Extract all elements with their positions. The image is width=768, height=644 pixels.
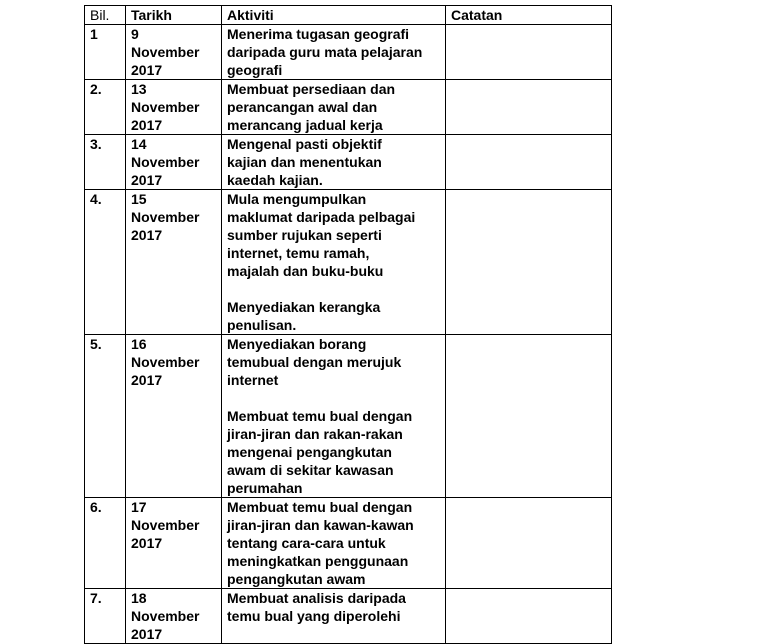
table-row <box>85 190 612 335</box>
header-tarikh: Tarikh <box>126 6 222 25</box>
table-row <box>85 335 612 498</box>
cell-aktiviti: Membuat persediaan dan perancangan awal dan merancang jadual kerja <box>222 80 446 135</box>
table-row <box>85 135 612 190</box>
cell-bil: 7. <box>85 589 126 644</box>
cell-catatan <box>446 135 612 190</box>
cell-tarikh: 9 November 2017 <box>126 25 222 80</box>
cell-tarikh: 18 November 2017 <box>126 589 222 644</box>
cell-tarikh: 13 November 2017 <box>126 80 222 135</box>
cell-tarikh: 16 November 2017 <box>126 335 222 498</box>
cell-catatan <box>446 335 612 498</box>
cell-catatan <box>446 589 612 644</box>
cell-tarikh: 17 November 2017 <box>126 498 222 589</box>
cell-catatan <box>446 498 612 589</box>
cell-aktiviti: Menerima tugasan geografi daripada guru mata pelajaran geografi <box>222 25 446 80</box>
activity-schedule-table <box>84 5 612 644</box>
cell-bil: 5. <box>85 335 126 498</box>
table-row <box>85 80 612 135</box>
cell-bil: 1 <box>85 25 126 80</box>
header-aktiviti: Aktiviti <box>222 6 446 25</box>
cell-catatan <box>446 25 612 80</box>
cell-aktiviti: Membuat temu bual dengan jiran-jiran dan kawan-kawan tentang cara-cara untuk meningkatkan penggunaan pengangkutan awam <box>222 498 446 589</box>
cell-aktiviti: Membuat analisis daripada temu bual yang diperolehi <box>222 589 446 644</box>
cell-bil: 3. <box>85 135 126 190</box>
table-row <box>85 498 612 589</box>
table-row <box>85 25 612 80</box>
header-bil: Bil. <box>85 6 126 25</box>
cell-bil: 4. <box>85 190 126 335</box>
cell-tarikh: 14 November 2017 <box>126 135 222 190</box>
cell-tarikh: 15 November 2017 <box>126 190 222 335</box>
cell-bil: 6. <box>85 498 126 589</box>
header-catatan: Catatan <box>446 6 612 25</box>
cell-bil: 2. <box>85 80 126 135</box>
table-row <box>85 589 612 644</box>
cell-aktiviti: Mula mengumpulkan maklumat daripada pelbagai sumber rujukan seperti internet, temu ramah, majalah dan buku-buku Menyediakan kerangka penulisan. <box>222 190 446 335</box>
cell-catatan <box>446 190 612 335</box>
cell-catatan <box>446 80 612 135</box>
table-header-row <box>85 6 612 25</box>
cell-aktiviti: Mengenal pasti objektif kajian dan menentukan kaedah kajian. <box>222 135 446 190</box>
cell-aktiviti: Menyediakan borang temubual dengan merujuk internet Membuat temu bual dengan jiran-jiran dan rakan-rakan mengenai pengangkutan awam di sekitar kawasan perumahan <box>222 335 446 498</box>
